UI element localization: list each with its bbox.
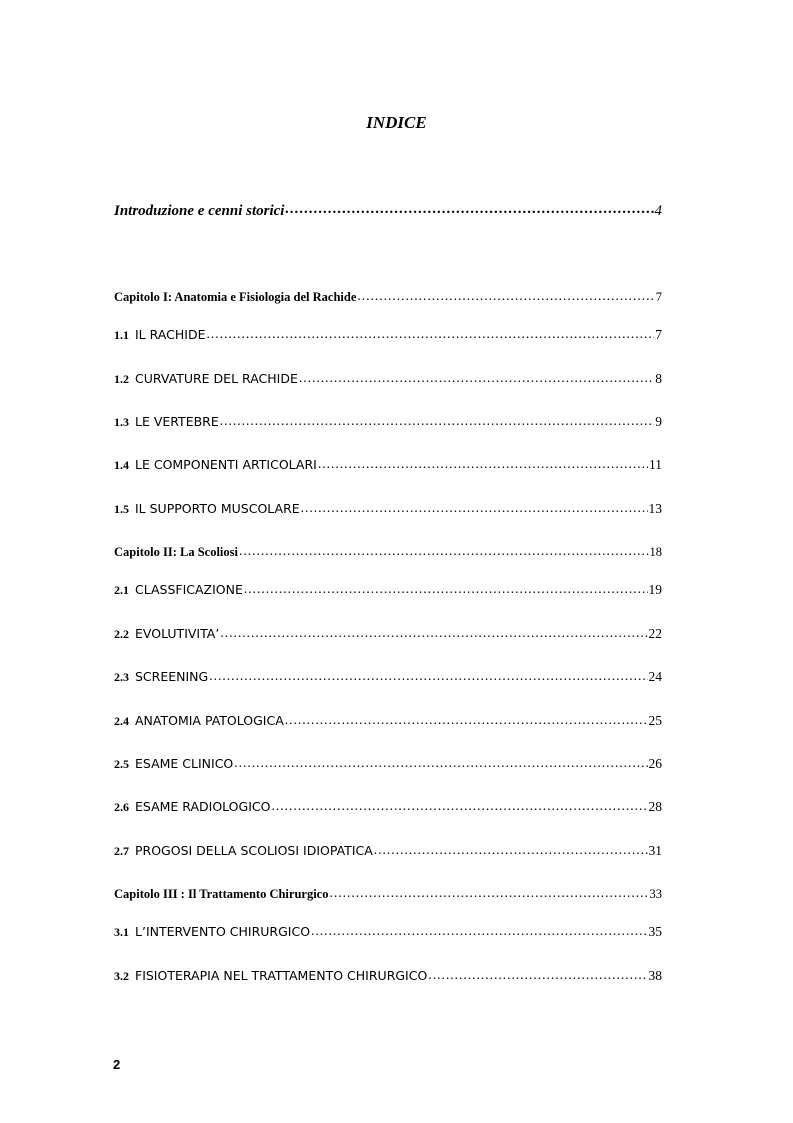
toc-entry-chapter-3	[114, 884, 662, 902]
toc-page-number: 19	[648, 581, 662, 597]
toc-section-number: 3.1	[114, 924, 129, 939]
toc-entry-label: Capitolo III : Il Trattamento Chirurgico	[114, 886, 329, 901]
toc-section-number: 2.3	[114, 669, 129, 684]
toc-page-number: 7	[655, 326, 662, 342]
toc-section-number: 2.1	[114, 582, 129, 597]
toc-page-number: 7	[655, 289, 662, 304]
dot-leader	[428, 966, 647, 980]
dot-leader	[357, 287, 654, 301]
toc-entry-chapter-2	[114, 542, 662, 560]
toc-section-number: 1.4	[114, 457, 129, 472]
dot-leader	[285, 200, 653, 215]
toc-page-number: 38	[648, 967, 662, 983]
toc-entry-section-2-1	[114, 580, 662, 598]
toc-entry-label: IL RACHIDE	[135, 326, 206, 342]
toc-section-number: 2.6	[114, 799, 129, 814]
toc-entry-label: PROGOSI DELLA SCOLIOSI IDIOPATICA	[135, 842, 373, 858]
footer-page-number: 2	[113, 1057, 121, 1072]
toc-entry-section-2-3	[114, 667, 662, 685]
dot-leader	[220, 412, 654, 426]
toc-entry-label: SCREENING	[135, 668, 209, 684]
toc-entry-label: Capitolo II: La Scoliosi	[114, 544, 238, 559]
toc-entry-section-2-6	[114, 797, 662, 815]
toc-entry-section-2-2	[114, 624, 662, 642]
toc-page-number: 18	[649, 544, 662, 559]
dot-leader	[311, 922, 647, 936]
toc-entry-chapter-1	[114, 287, 662, 305]
toc-entry-section-2-5	[114, 754, 662, 772]
toc-page-number: 11	[649, 456, 662, 472]
toc-page-number: 31	[648, 842, 662, 858]
dot-leader	[318, 455, 648, 469]
toc-page-number: 28	[648, 798, 662, 814]
dot-leader	[234, 754, 647, 768]
toc-entry-intro	[114, 200, 662, 220]
toc-section-number: 2.2	[114, 626, 129, 641]
toc-entry-label: IL SUPPORTO MUSCOLARE	[135, 500, 300, 516]
toc-entry-section-2-7	[114, 841, 662, 859]
dot-leader	[329, 884, 648, 898]
toc-entry-section-1-4	[114, 455, 662, 473]
dot-leader	[374, 841, 648, 855]
toc-page-number: 9	[655, 413, 662, 429]
toc-section-number: 1.2	[114, 371, 129, 386]
toc-page-number: 8	[655, 370, 662, 386]
toc-section-number: 2.7	[114, 843, 129, 858]
toc-entry-label: LE COMPONENTI ARTICOLARI	[135, 456, 317, 472]
toc-entry-section-1-1	[114, 325, 662, 343]
dot-leader	[299, 369, 654, 383]
toc-entry-section-3-2	[114, 966, 662, 984]
toc-section-number: 2.4	[114, 713, 129, 728]
toc-page-number: 4	[654, 203, 662, 219]
toc-entry-label: ESAME CLINICO	[135, 755, 234, 771]
dot-leader	[301, 499, 648, 513]
toc-entry-label: CLASSFICAZIONE	[135, 581, 243, 597]
toc-section-number: 1.1	[114, 327, 129, 342]
toc-entry-section-1-5	[114, 499, 662, 517]
toc-section-number: 1.5	[114, 501, 129, 516]
toc-entry-section-2-4	[114, 711, 662, 729]
toc-entry-label: Introduzione e cenni storici	[114, 203, 285, 219]
toc-section-number: 1.3	[114, 414, 129, 429]
toc-section-number: 2.5	[114, 756, 129, 771]
dot-leader	[209, 667, 647, 681]
toc-entry-section-1-3	[114, 412, 662, 430]
dot-leader	[271, 797, 647, 811]
toc-entry-section-1-2	[114, 369, 662, 387]
toc-page-number: 25	[648, 712, 662, 728]
toc-entry-label: EVOLUTIVITA’	[135, 625, 220, 641]
dot-leader	[220, 624, 647, 638]
toc-entry-label: ESAME RADIOLOGICO	[135, 798, 271, 814]
toc-entry-label: LE VERTEBRE	[135, 413, 219, 429]
toc-entry-label: FISIOTERAPIA NEL TRATTAMENTO CHIRURGICO	[135, 967, 428, 983]
toc-page-number: 26	[648, 755, 662, 771]
toc-page-number: 24	[648, 668, 662, 684]
toc-entry-label: Capitolo I: Anatomia e Fisiologia del Rachide	[114, 289, 357, 304]
page-title: INDICE	[366, 113, 427, 132]
dot-leader	[285, 711, 648, 725]
toc-page-number: 13	[648, 500, 662, 516]
dot-leader	[244, 580, 648, 594]
toc-section-number: 3.2	[114, 968, 129, 983]
toc-page-number: 33	[649, 886, 662, 901]
toc-page-number: 22	[648, 625, 662, 641]
toc-entry-label: L’INTERVENTO CHIRURGICO	[135, 923, 311, 939]
toc-entry-label: CURVATURE DEL RACHIDE	[135, 370, 298, 386]
toc-page-number: 35	[648, 923, 662, 939]
toc-entry-section-3-1	[114, 922, 662, 940]
dot-leader	[206, 325, 654, 339]
toc-entry-label: ANATOMIA PATOLOGICA	[135, 712, 284, 728]
dot-leader	[239, 542, 649, 556]
